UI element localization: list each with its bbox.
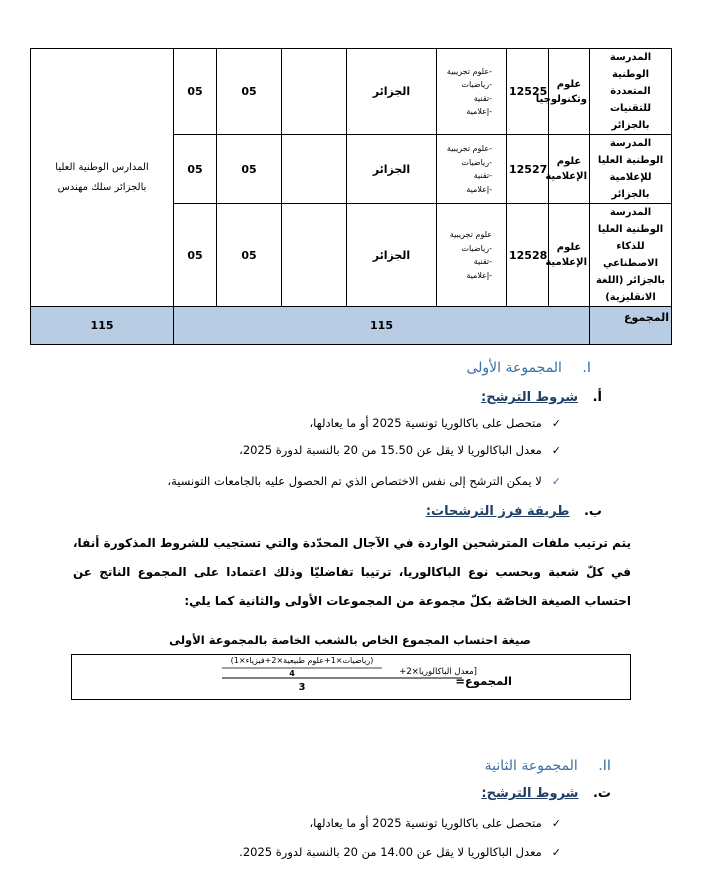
total-label: المجموع (590, 307, 672, 345)
schools-table (30, 48, 672, 345)
formula-title: صيغة احتساب المجموع الخاص بالشعب الخاصة بالمجموعة الأولى (169, 633, 531, 647)
conditions-num: أ. (592, 390, 602, 405)
formula-inner-numerator: (رياضيات×1+علوم طبيعية×2+فيزياء×1) (230, 656, 374, 665)
cell-school: المدرسة الوطنية العليا للذكاء الاصطناعي بالجزائر (اللغة الانقليزية) (590, 204, 672, 307)
conditions-title: شروط الترشح: (481, 786, 579, 801)
conditions-num: ت. (592, 786, 611, 801)
total-mid-value: 115 (174, 307, 590, 345)
group1-heading (466, 360, 591, 376)
cell-col2: 05 (217, 49, 282, 135)
track-item: -تقنية (473, 257, 492, 266)
track-item: -تقنية (473, 171, 492, 180)
cell-code: 12528 (507, 204, 549, 307)
condition-item (309, 416, 561, 430)
cell-tracks (437, 135, 507, 204)
group1-heading-text: المجموعة الأولى (466, 360, 562, 376)
track-item: -رياضيات (461, 157, 492, 167)
group1-sorting-heading (426, 504, 602, 519)
condition-item (309, 816, 561, 830)
conditions-title: شروط الترشح: (481, 390, 579, 405)
group2-heading-text: المجموعة الثانية (484, 758, 578, 774)
group2-conditions-heading (481, 786, 611, 801)
cell-tracks (437, 204, 507, 307)
cell-specialty: علوم الإعلامية (549, 204, 590, 307)
track-item: -تقنية (473, 93, 492, 103)
condition-text: معدل الباكالوريا لا يقل عن 14.00 من 20 بالنسبة لدورة 2025. (239, 845, 542, 859)
cell-city: الجزائر (347, 135, 437, 204)
formula-total-label: المجموع= (455, 674, 512, 688)
cell-school: المدرسة الوطنية العليا للإعلامية بالجزائر (590, 135, 672, 204)
condition-item (239, 443, 561, 457)
cell-col2: 05 (217, 204, 282, 307)
formula-denominator: 3 (298, 682, 306, 693)
group2-heading-num: II. (598, 758, 611, 774)
group-label: المدارس الوطنية العليا بالجزائر سلك مهندس (31, 49, 174, 307)
cell-col2: 05 (217, 135, 282, 204)
condition-text: لا يمكن الترشح إلى نفس الاختصاص الذي تم الحصول عليه بالجامعات التونسية، (167, 474, 542, 488)
cell-empty (282, 204, 347, 307)
total-row (31, 307, 672, 345)
cell-col1: 05 (174, 135, 217, 204)
track-item: -إعلامية (466, 184, 492, 194)
track-item: -إعلامية (466, 270, 492, 280)
track-item: -علوم تجريبية (446, 66, 492, 76)
cell-col1: 05 (174, 49, 217, 135)
check-icon: ✓ (551, 475, 561, 488)
sorting-num: ب. (583, 504, 602, 519)
condition-text: متحصل على باكالوريا تونسية 2025 أو ما يعادلها، (309, 816, 542, 830)
formula-box (71, 654, 631, 700)
track-item: -رياضيات (461, 243, 492, 253)
cell-empty (282, 135, 347, 204)
check-icon: ✓ (551, 846, 561, 859)
cell-city: الجزائر (347, 49, 437, 135)
check-icon: ✓ (551, 817, 561, 830)
group1-conditions-heading (481, 390, 602, 405)
sorting-title: طريقة فرز الترشحات: (425, 504, 570, 519)
track-item: -علوم تجريبية (446, 144, 492, 153)
cell-school: المدرسة الوطنية المتعددة للتقنيات بالجزائر (590, 49, 672, 135)
table-row (31, 49, 672, 135)
cell-empty (282, 49, 347, 135)
formula-inner-denominator: 4 (289, 669, 295, 678)
condition-text: متحصل على باكالوريا تونسية 2025 أو ما يعادلها، (309, 416, 542, 430)
check-icon: ✓ (551, 417, 561, 430)
track-item: -رياضيات (461, 80, 492, 89)
cell-code: 12525 (507, 49, 549, 135)
cell-col1: 05 (174, 204, 217, 307)
condition-text: معدل الباكالوريا لا يقل عن 15.50 من 20 بالنسبة لدورة 2025، (239, 443, 542, 457)
track-item: -إعلامية (466, 107, 492, 116)
condition-item (239, 845, 561, 859)
cell-code: 12527 (507, 135, 549, 204)
cell-city: الجزائر (347, 204, 437, 307)
formula-bac-term: [معدل الباكالوريا×2+ (399, 667, 477, 677)
track-item: علوم تجريبية (449, 230, 492, 239)
total-left-value: 115 (31, 307, 174, 345)
group1-heading-num: I. (582, 360, 591, 376)
check-icon: ✓ (551, 444, 561, 457)
cell-specialty: علوم وتكنولوجيا (549, 49, 590, 135)
sorting-paragraph: يتم ترتيب ملفات المترشحين الواردة في الآجال المحدّدة والتي تستجيب للشروط المذكورة أنفا، في كلّ شعبة وبحسب نوع الباكالوريا، ترتيبا تفاضليّا وذلك اعتمادا على المجموع الناتج عن احتساب الصيغة الخاصّة بكلّ مجموعة من المجموعات الأولى والثانية كما يلي: (73, 536, 631, 608)
cell-specialty: علوم الإعلامية (549, 135, 590, 204)
group2-heading (485, 758, 611, 774)
cell-tracks (437, 49, 507, 135)
condition-item (167, 474, 561, 488)
